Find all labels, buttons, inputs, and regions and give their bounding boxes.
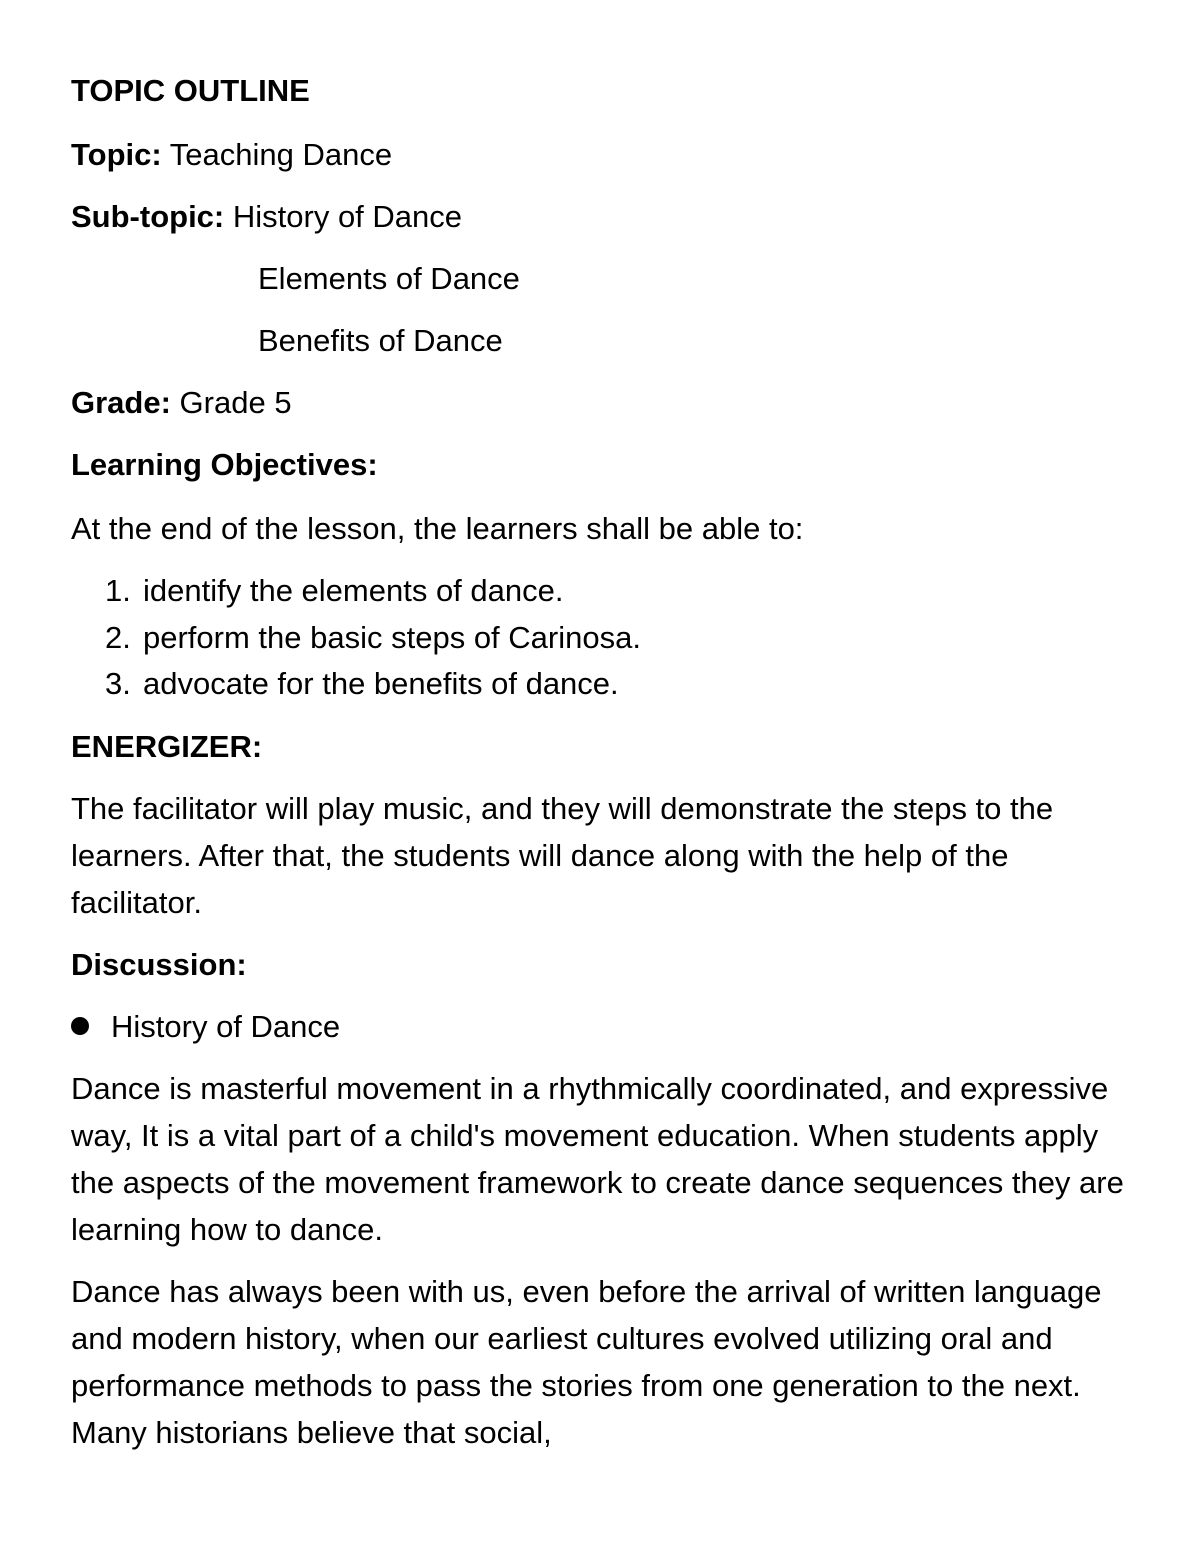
grade-value: Grade 5	[179, 385, 292, 420]
subtopic-line	[71, 199, 462, 235]
topic-label: Topic:	[71, 137, 162, 172]
discussion-bullet	[71, 1009, 340, 1045]
topic-line	[71, 137, 392, 173]
objective-text: advocate for the benefits of dance.	[143, 666, 619, 701]
discussion-heading: Discussion:	[71, 947, 247, 982]
topic-value: Teaching Dance	[169, 137, 393, 172]
grade-label: Grade:	[71, 385, 171, 420]
objectives-intro: At the end of the lesson, the learners shall be able to:	[71, 511, 804, 546]
document-heading: TOPIC OUTLINE	[71, 73, 310, 108]
objective-number: 3.	[105, 666, 131, 701]
objective-text: perform the basic steps of Carinosa.	[143, 620, 641, 655]
objective-text: identify the elements of dance.	[143, 573, 564, 608]
objective-item	[105, 620, 641, 656]
objectives-heading: Learning Objectives:	[71, 447, 378, 482]
subtopic-value-3: Benefits of Dance	[258, 323, 503, 358]
bullet-icon	[71, 1017, 89, 1035]
objective-number: 1.	[105, 573, 131, 608]
discussion-paragraph-2: Dance has always been with us, even before the arrival of written language and modern history, when our earliest cultures evolved utilizing oral and performance methods to pass the stories from one generation to the next. Many historians believe that social,	[71, 1274, 1102, 1450]
discussion-paragraph-1: Dance is masterful movement in a rhythmically coordinated, and expressive way, It is a vital part of a child's movement education. When students apply the aspects of the movement framework to create dance sequences they are learning how to dance.	[71, 1071, 1124, 1247]
energizer-text: The facilitator will play music, and they will demonstrate the steps to the learners. After that, the students will dance along with the help of the facilitator.	[71, 791, 1054, 920]
grade-line	[71, 385, 292, 421]
objective-item	[105, 666, 619, 702]
discussion-bullet-text: History of Dance	[111, 1009, 341, 1044]
energizer-heading: ENERGIZER:	[71, 729, 263, 764]
objective-item	[105, 573, 563, 609]
objective-number: 2.	[105, 620, 131, 655]
subtopic-label: Sub-topic:	[71, 199, 225, 234]
subtopic-value-1: History of Dance	[232, 199, 463, 234]
subtopic-value-2: Elements of Dance	[258, 261, 520, 296]
